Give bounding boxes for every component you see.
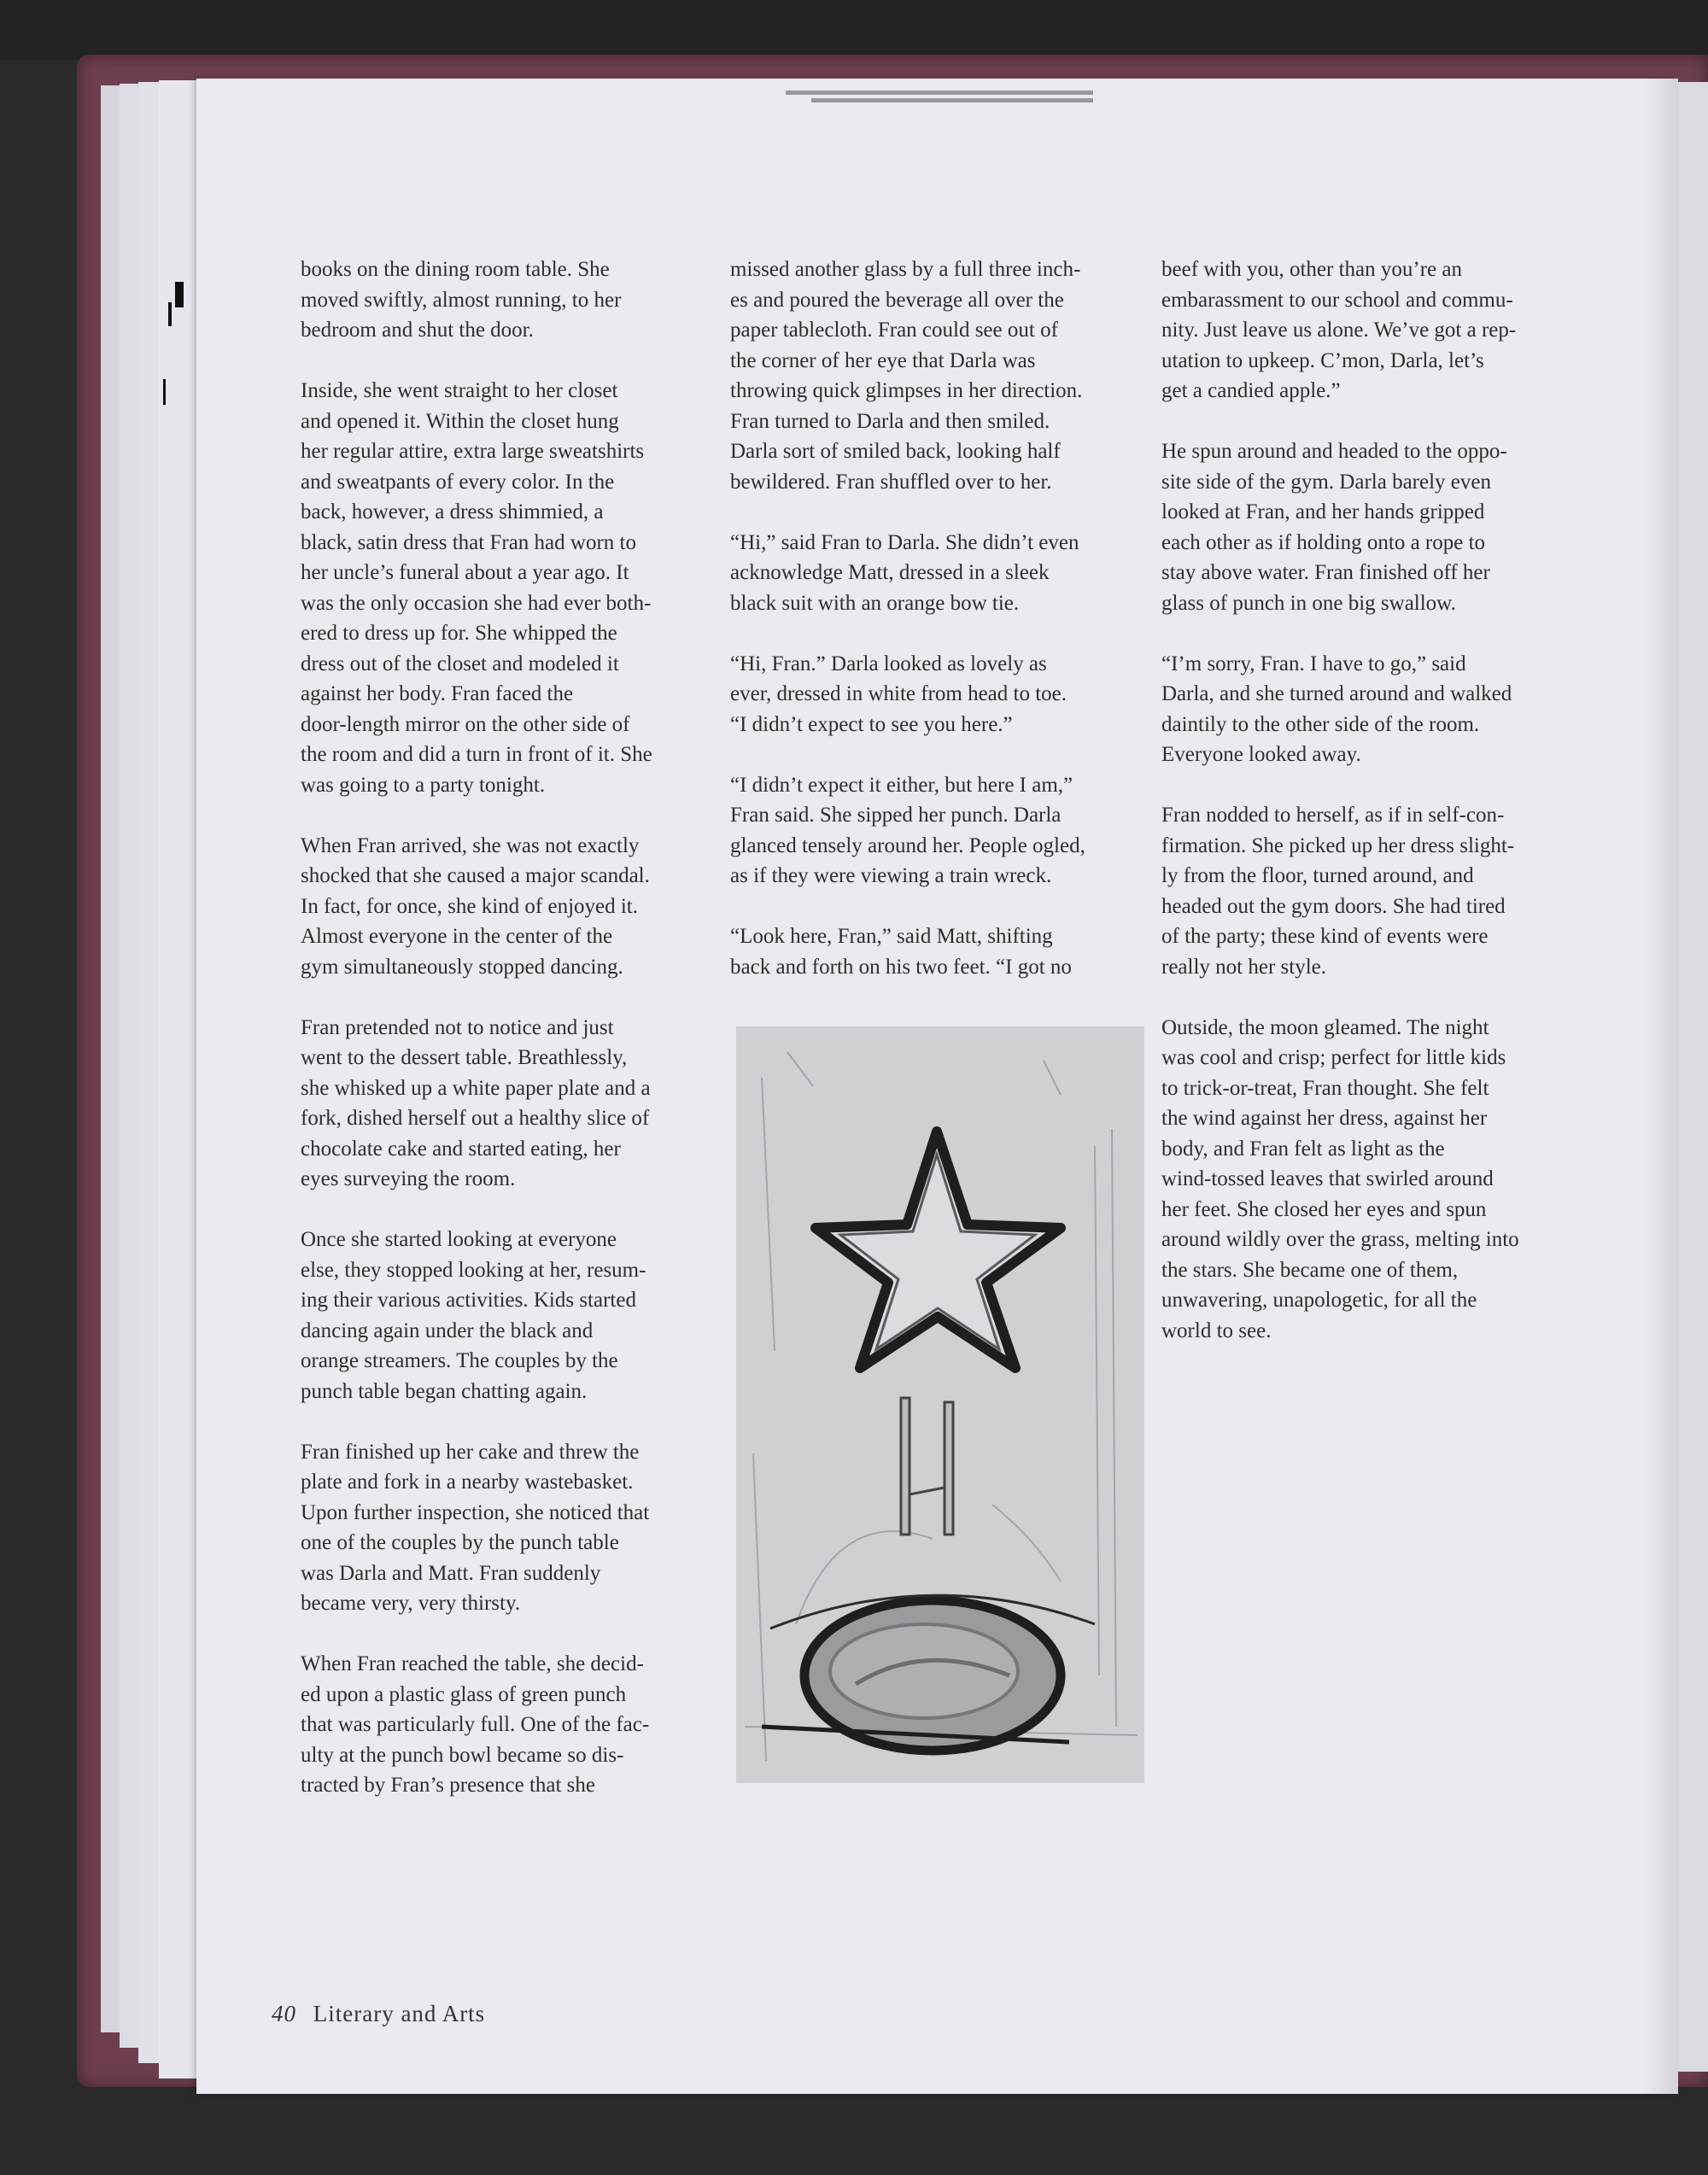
paragraph: “Hi, Fran.” Darla looked as lovely as ever, dressed in white from head to toe. “I didn’t expect to see you here.” — [730, 652, 1068, 736]
paragraph: When Fran reached the table, she decid- ed upon a plastic glass of green punch that was particularly full. One of the fac- ulty at the punch bowl became so dis- tracted by Fran’s presence that she — [301, 1652, 650, 1797]
text-column-3 — [1161, 254, 1597, 1377]
show-through-text — [786, 87, 1110, 120]
background — [0, 0, 1708, 60]
paragraph: Fran finished up her cake and threw the plate and fork in a nearby wastebasket. Upon further inspection, she noticed that one of the couples by the punch table was Darla and Matt. Fran suddenly became very, very thirsty. — [301, 1440, 650, 1615]
paragraph: Fran nodded to herself, as if in self-con- firmation. She picked up her dress slight- ly from the floor, turned around, and headed out the gym doors. She had tired of the party; these kind of events were really not her style. — [1161, 804, 1515, 979]
paragraph: beef with you, other than you’re an embarassment to our school and commu- nity. Just leave us alone. We’ve got a rep- utation to upkeep. C’mon, Darla, let’s get a candied apple.” — [1161, 258, 1517, 402]
paragraph: “Look here, Fran,” said Matt, shifting back and forth on his two feet. “I got no — [730, 925, 1072, 979]
print-mark — [163, 379, 166, 405]
text-column-1 — [301, 254, 736, 1831]
text-column-2 — [730, 254, 1166, 1013]
paragraph: Fran pretended not to notice and just went to the dessert table. Breathlessly, she whisked up a white paper plate and a fork, dished herself out a healthy slice of chocolate cake and started eating, her eyes surveying the room. — [301, 1015, 651, 1190]
facing-page-edge — [1674, 82, 1708, 2072]
page-number: 40 — [272, 2001, 296, 2026]
paragraph: “I didn’t expect it either, but here I am,” Fran said. She sipped her punch. Darla glanced tensely around her. People ogled, as if they were viewing a train wreck. — [730, 773, 1085, 887]
book-page — [196, 79, 1678, 2094]
print-mark — [175, 282, 184, 307]
star-drawing-icon — [736, 1026, 1144, 1783]
section-title: Literary and Arts — [313, 2001, 486, 2026]
print-mark — [168, 302, 172, 326]
paragraph: missed another glass by a full three inch- es and poured the beverage all over the paper tablecloth. Fran could see out of the corner of her eye that Darla was throwing quick glimpses in her direction. Fran turned to Darla and then smiled. Darla sort of smiled back, looking half bewildered. Fran shuffled over to her. — [730, 258, 1083, 494]
paragraph: He spun around and headed to the oppo- site side of the gym. Darla barely even looked at Fran, and her hands gripped each other as if holding onto a rope to stay above water. Fran finished off her glass of punch in one big swallow. — [1161, 440, 1507, 615]
paragraph: Inside, she went straight to her closet and opened it. Within the closet hung her regular attire, extra large sweatshirts and sweatpants of every color. In the back, however, a dress shimmied, a black, satin dress that Fran had worn to her uncle’s funeral about a year ago. It was the only occasion she had ever both- ered to dress up for. She whipped the dress out of the closet and modeled it against her body. Fran faced the door-length mirror on the other side of the room and did a turn in front of it. She was going to a party tonight. — [301, 379, 652, 797]
gutter-shadow — [1644, 79, 1678, 2094]
paragraph: “I’m sorry, Fran. I have to go,” said Darla, and she turned around and walked daintily to the other side of the room. Everyone looked away. — [1161, 652, 1512, 766]
artwork-print — [736, 1026, 1144, 1783]
paragraph: When Fran arrived, she was not exactly shocked that she caused a major scandal. In fact, for once, she kind of enjoyed it. Almost everyone in the center of the gym simultaneously stopped dancing. — [301, 833, 650, 979]
paragraph: books on the dining room table. She moved swiftly, almost running, to her bedroom and shut the door. — [301, 258, 622, 342]
paragraph: “Hi,” said Fran to Darla. She didn’t even acknowledge Matt, dressed in a sleek black suit with an orange bow tie. — [730, 530, 1079, 615]
page-footer — [272, 2001, 485, 2027]
paragraph: Once she started looking at everyone else, they stopped looking at her, resum- ing their various activities. Kids started dancing again under the black and orange streamers. The couples by the punch table began chatting again. — [301, 1228, 646, 1403]
paragraph: Outside, the moon gleamed. The night was cool and crisp; perfect for little kids to trick-or-treat, Fran thought. She felt the wind against her dress, against her body, and Fran felt as light as the wind-tossed leaves that swirled around her feet. She closed her eyes and spun around wildly over the grass, melting into the stars. She became one of them, unwavering, unapologetic, for all the world to see. — [1161, 1015, 1519, 1342]
